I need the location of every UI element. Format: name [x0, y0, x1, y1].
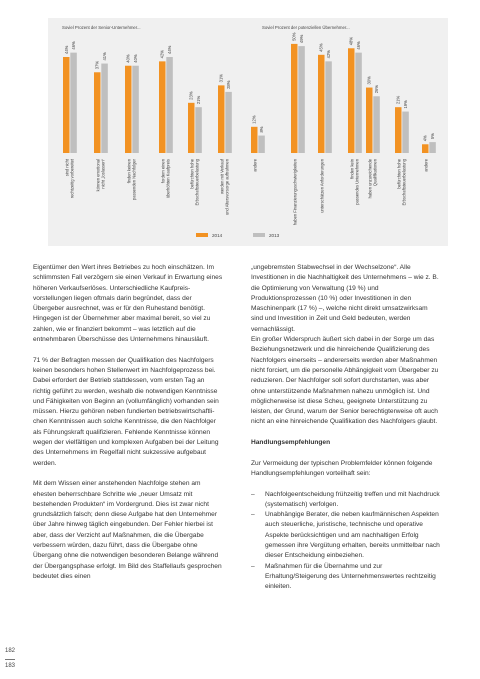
data-label: 31% — [218, 73, 224, 83]
data-label: 49% — [299, 34, 305, 44]
paragraph: Ein großer Widerspruch äußert sich dabei in der Sorge um das Beziehungsnetzwerk und die hinreichende Qualifizierung des Nachfolgers einerseits – andererseits werden aber Maßnahmen nicht forciert, um die personelle Abhängigkeit vom Übergeber zu reduzieren. Der Nachfolger soll sofort durchstarten, was aber ohne unterstützende Maßnahmen nahezu unmöglich ist. Und möglicherweise ist diese Scheu, geeignete Unterstützung zu leisten, der Grund, warum der Senior berechtigterweise oft auch nicht an eine hinreichende Qualifikation des Nachfolgers glaubt. — [251, 336, 439, 426]
legend-label: 2013 — [269, 233, 280, 238]
category-label: fordern einen — [160, 159, 166, 184]
legend-swatch — [196, 233, 208, 237]
data-label: 42% — [159, 49, 165, 59]
paragraph: 71 % der Befragten messen der Qualifikation des Nachfolgers keinen besonders hohen Stellenwert im Nachfolgeprozess bei. Dabei erfordert der Betrieb stattdessen, vom ersten Tag an richtig geführt zu werden, weshalb die notwendigen Kenntnisse und Fähigkeiten von Beginn an (vollumfänglich) vorhanden sein müssen. Hierzu gehören neben fundierten betriebswirtschaftlichen Kenntnissen auch solche Kenntnisse, die den Nachfolger als Führungskraft qualifizieren. Fehlende Kenntnisse können wegen der vielfältigen und komplexen Aufgaben bei der Leitung des Unternehmens im Regelfall nicht sukzessive aufgebaut werden. — [33, 356, 219, 467]
bar-2014 — [318, 55, 325, 153]
category-label: sind nicht — [64, 159, 70, 177]
bar-2013 — [355, 53, 362, 153]
data-label: 44% — [63, 45, 69, 54]
bar-2013 — [225, 92, 232, 153]
bar-2013 — [373, 96, 380, 153]
data-label: 40% — [133, 54, 139, 63]
right-column — [251, 263, 441, 593]
category-label: haben unzureichende — [367, 159, 373, 199]
paragraph: Eigentümer den Wert ihres Betriebes zu hoch einschätzen. Im schlimmsten Fall verzögern sie einen Verkauf in Erwartung eines höheren Verkaufserlöses. Unterschiedliche Kaufpreisvorstellungen liegen oftmals darin begründet, dass der Übergeber ausrechnet, was er für den Ruhestand benötigt. Hingegen ist der Übernehmer aber maximal bereit, so viel zu zahlen, wie er finanziert bekommt – was letztlich auf die entnehmbaren Überschüsse des Unternehmens hinausläuft. — [33, 264, 223, 344]
bar-2013 — [132, 66, 139, 153]
data-label: 26% — [374, 84, 380, 94]
bar-2013 — [166, 57, 173, 153]
bar-2013 — [298, 46, 305, 153]
category-label: haben Finanzierungsschwierigkeiten — [292, 159, 298, 226]
panel-title: Soviel Prozent der Senior-Unternehmer... — [62, 25, 141, 30]
bar-2013 — [325, 61, 332, 153]
bar-2014 — [188, 103, 195, 153]
bar-2013 — [70, 53, 77, 153]
page-number-right: 183 — [5, 663, 16, 669]
data-label: 37% — [94, 60, 100, 70]
page-number-left: 182 — [5, 648, 16, 654]
bar-2014 — [159, 61, 166, 153]
data-label: 23% — [188, 91, 194, 100]
data-label: 41% — [102, 52, 108, 61]
category-label: rechtzeitig vorbereitet — [69, 159, 75, 199]
data-label: 21% — [196, 95, 202, 105]
data-label: 8% — [259, 126, 265, 133]
category-label: Erbschaftsteuerbelastung — [194, 159, 200, 206]
legend-label: 2014 — [212, 233, 223, 238]
bar-2014 — [63, 57, 70, 153]
bar-2014 — [422, 144, 429, 153]
category-label: Erbschaftsteuerbelastung — [401, 159, 407, 206]
data-label: 12% — [251, 115, 257, 124]
category-label: können emotional — [95, 159, 101, 192]
data-label: 48% — [348, 36, 354, 46]
legend-swatch — [253, 233, 265, 237]
category-label: nicht „loslassen“ — [100, 159, 106, 189]
bar-2014 — [94, 72, 101, 153]
recommendation-list — [251, 490, 441, 593]
data-label: 4% — [422, 135, 428, 142]
bar-2014 — [251, 127, 258, 153]
bar-2013 — [402, 112, 409, 153]
data-label: 44% — [167, 45, 173, 54]
category-label: befürchten hohe — [396, 159, 402, 189]
left-column — [33, 263, 223, 582]
category-label: werden mit Verkauf — [219, 159, 225, 195]
data-label: 21% — [395, 95, 401, 105]
bar-2013 — [429, 142, 436, 153]
data-label: 46% — [356, 41, 362, 50]
paragraph: Zur Vermeidung der typischen Problemfelder können folgende Handlungsempfehlungen vorteilhaft sein: — [251, 459, 433, 477]
bar-2013 — [195, 107, 202, 153]
category-label: unterschätzen Anforderungen — [319, 159, 325, 213]
category-label: überhöhten Kaufpreis — [165, 159, 171, 199]
bar-2014 — [291, 44, 298, 153]
bar-2014 — [366, 88, 373, 153]
category-label: andere — [252, 159, 258, 172]
list-item: – Unabhängige Berater, die neben kaufmännischen Aspekten auch steuerliche, juristische, technische und operative Aspekte berücksichtigen und am nachhaltigen Erfolg gemessen ihre Vergütung erhalten, bereits unmittelbar nach dieser Entscheidung einbeziehen. — [251, 510, 441, 561]
category-label: finden keinen — [126, 159, 132, 184]
survey-chart — [48, 18, 448, 246]
data-label: 40% — [125, 54, 131, 63]
category-label: passenden Nachfolger — [131, 159, 137, 200]
data-label: 42% — [326, 49, 332, 59]
page-number-divider — [5, 659, 15, 660]
category-label: passendes Unternehmen — [354, 159, 360, 205]
bar-2014 — [395, 107, 402, 153]
bar-2014 — [125, 66, 132, 153]
data-label: 30% — [366, 76, 372, 85]
category-label: befürchten hohe — [189, 159, 195, 189]
bar-2014 — [218, 85, 225, 153]
paragraph: Mit dem Wissen einer anstehenden Nachfolge stehen am ehesten beherrschbare Schritte wie „neuer Umsatz mit bestehenden Produkten“ im Vordergrund. Dies ist zwar nicht grundsätzlich falsch; denn diese Aufgabe hat den Unternehmer über Jahre hinweg täglich eingebunden. Der Fehler hierbei ist aber, dass der Verzicht auf Maßnahmen, die die Übergabe verbessern würden, dazu führt, dass die Übergabe ohne Übergang ohne die notwendigen besonderen Belange während der Übergangsphase erfolgt. Im Bild des Staffellaufs gesprochen bedeutet dies einen — [33, 480, 222, 580]
list-item: – Maßnahmen für die Übernahme und zur Erhaltung/Steigerung des Unternehmenswertes rechtzeitig einleiten. — [251, 562, 441, 593]
bar-2013 — [258, 136, 265, 153]
data-label: 28% — [226, 80, 232, 89]
data-label: 19% — [403, 100, 409, 109]
data-label: 46% — [71, 41, 77, 50]
category-label: finden kein — [349, 159, 355, 179]
panel-title: Soviel Prozent der potenziellen Übernehmer... — [262, 25, 350, 30]
data-label: 5% — [430, 133, 436, 140]
data-label: 50% — [291, 32, 297, 41]
category-label: Qualifikationen — [372, 159, 378, 187]
paragraph: „ungebremsten Stabwechsel in der Wechselzone“. Alle Investitionen in die Nachhaltigkeit des Unternehmens – wie z. B. die Optimierung von Verwaltung (19 %) und Produktionsprozessen (10 %) oder Investitionen in den Maschinenpark (17 %) –, welche nicht direkt umsatzwirksam sind und Investition in Zeit und Geld bedeuten, werden vernachlässigt. — [251, 264, 439, 333]
list-item: – Nachfolgeentscheidung frühzeitig treffen und mit Nachdruck (systematisch) verfolgen. — [251, 490, 441, 511]
bar-chart — [48, 18, 448, 246]
category-label: andere — [423, 159, 429, 172]
bar-2014 — [348, 48, 355, 153]
data-label: 45% — [318, 43, 324, 52]
category-label: und Altersvorsorge auftrahmen — [224, 159, 230, 215]
bar-2013 — [101, 64, 108, 153]
section-heading: Handlungsempfehlungen — [251, 439, 331, 447]
